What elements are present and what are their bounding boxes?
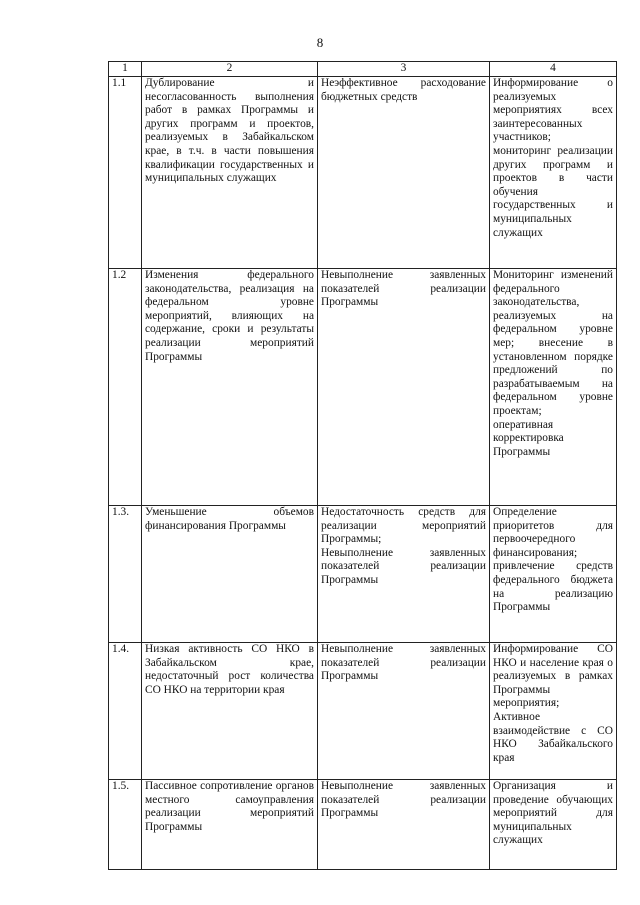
risk-consequences (318, 506, 490, 643)
risk-description: Дублирование и несогласованность выполнения работ в рамках Программы и других программ и проектов, реализуемых в Забайкальском крае, в т.ч. в части повышения квалификации государственных и муниципальных служащих (142, 77, 318, 269)
row-number: 1.3. (109, 506, 142, 643)
row-number: 1.4. (109, 643, 142, 780)
risk-measures (490, 643, 617, 780)
table-row (109, 780, 617, 870)
measure-item: Информирование о реализуемых мероприятиях всех заинтересованных участников; (493, 77, 613, 144)
measure-item: Определение приоритетов для первоочередного финансирования; (493, 506, 613, 559)
risk-consequences (318, 77, 490, 269)
consequence-item: Невыполнение заявленных показателей реализации Программы (321, 780, 486, 820)
measure-item: привлечение средств федерального бюджета на реализацию Программы (493, 560, 613, 614)
risk-description: Уменьшение объемов финансирования Программы (142, 506, 318, 643)
header-row (109, 62, 617, 77)
column-header: 2 (142, 62, 318, 77)
risk-table (108, 61, 617, 870)
risk-consequences (318, 269, 490, 506)
risk-measures (490, 506, 617, 643)
row-number: 1.2 (109, 269, 142, 506)
risk-description: Низкая активность СО НКО в Забайкальском крае, недостаточный рост количества СО НКО на территории края (142, 643, 318, 780)
column-header: 1 (109, 62, 142, 77)
measure-item: мониторинг реализации других программ и проектов в части обучения государственных и муниципальных служащих (493, 144, 613, 239)
consequence-item: Неэффективное расходование бюджетных средств (321, 77, 486, 103)
column-header: 3 (318, 62, 490, 77)
risk-measures (490, 77, 617, 269)
risk-consequences (318, 780, 490, 870)
measure-item: Мониторинг изменений федерального законодательства, реализуемых на федеральном уровне мер; внесение в установленном порядке предложений по разрабатываемым на федеральном уровне проектам; (493, 269, 613, 417)
consequence-item: Невыполнение заявленных показателей реализации Программы (321, 643, 486, 683)
measure-item: Информирование СО НКО и население края о реализуемых в рамках Программы мероприятия; (493, 643, 613, 710)
table-row (109, 643, 617, 780)
consequence-item: Невыполнение заявленных показателей реализации Программы (321, 269, 486, 309)
table-row (109, 269, 617, 506)
row-number: 1.1 (109, 77, 142, 269)
table-row (109, 506, 617, 643)
risk-measures (490, 269, 617, 506)
page-number: 8 (316, 35, 324, 50)
risk-description: Пассивное сопротивление органов местного самоуправления реализации мероприятий Программы (142, 780, 318, 870)
risk-measures (490, 780, 617, 870)
measure-item: оперативная корректировка Программы (493, 418, 564, 458)
row-number: 1.5. (109, 780, 142, 870)
risk-description: Изменения федерального законодательства, реализация на федеральном уровне мероприятий, влияющих на содержание, сроки и результаты реализации мероприятий Программы (142, 269, 318, 506)
consequence-item: Недостаточность средств для реализации мероприятий Программы; (321, 506, 486, 546)
column-header: 4 (490, 62, 617, 77)
risk-consequences (318, 643, 490, 780)
measure-item: Активное взаимодействие с СО НКО Забайкальского края (493, 710, 613, 764)
measure-item: Организация и проведение обучающих мероприятий для муниципальных служащих (493, 780, 613, 847)
table-row (109, 77, 617, 269)
consequence-item: Невыполнение заявленных показателей реализации Программы (321, 546, 486, 586)
